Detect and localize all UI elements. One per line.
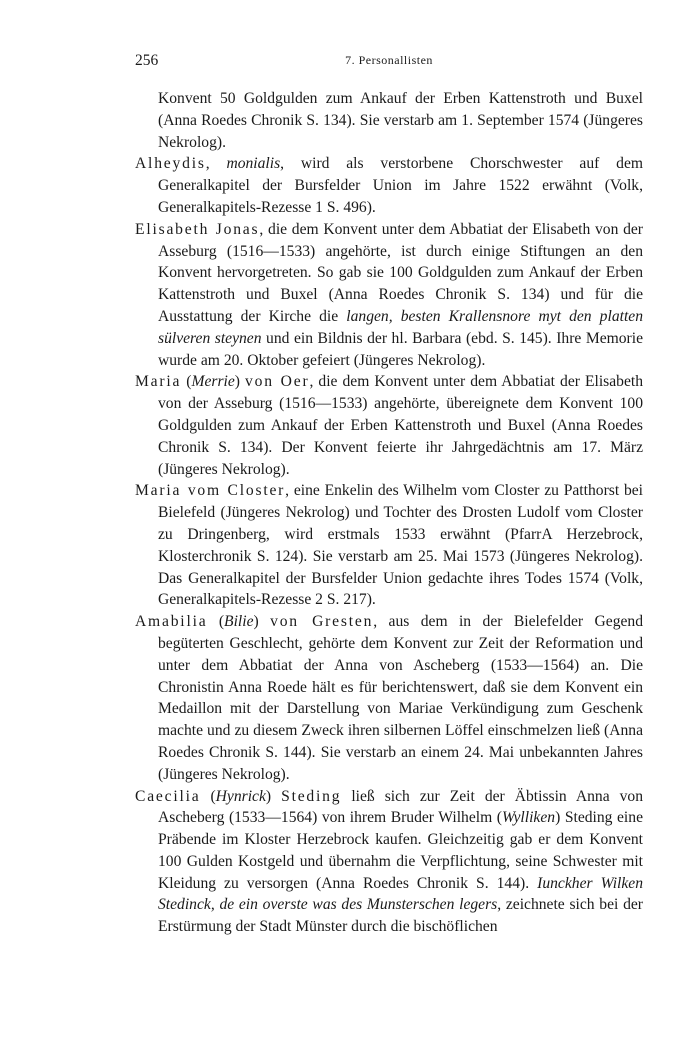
running-title: 7. Personallisten [345,53,433,67]
person-entry [135,219,643,372]
entry-text: , die dem Konvent unter dem Abbatiat der Elisabeth von der Asseburg (1516—1533) angehörte, ist durch einige Stiftungen an den Konvent hervorgetreten. So gab sie 100 Goldgulden zum Ankauf der Erben Kattenstroth und Buxel (Anna Roedes Chronik S. 134) und für die Ausstattung der Kirche die [158,220,644,325]
entry-list [135,88,643,938]
person-entry [135,153,643,218]
person-name: Steding [281,787,342,805]
entry-text: , zeichnete sich bei der Erstürmung der Stadt Münster durch die bischöflichen [158,896,643,936]
page-header [135,52,643,76]
entry-text: ( [200,787,216,805]
entry-text: ( [181,373,192,391]
entry-text: ließ sich zur Zeit der Äbtissin Anna von Ascheberg (1533—1564) von ihrem Bruder Wilhelm ( [158,787,643,827]
person-name: Amabilia [135,613,208,631]
person-name: Maria vom Closter [135,482,286,500]
entry-text: ) Steding eine Präbende im Kloster Herzebrock kaufen. Gleichzeitig gab er dem Konvent 100 Gulden Kostgeld und übernahm die Verpflichtung, seine Schwester mit Kleidung zu versorgen (Anna Roedes Chronik S. 144). [158,809,643,892]
person-name: von Oer [245,373,310,391]
person-name: Caecilia [135,787,201,805]
person-name: Elisabeth Jonas [135,220,260,238]
person-entry [135,786,643,939]
entry-text: , [205,155,227,173]
entry-continuation [135,88,643,153]
italic-quote: Hynrick [215,787,266,805]
entry-text: , aus dem in der Bielefelder Gegend begüterten Geschlecht, gehörte dem Konvent zur Zeit der Reformation und unter dem Abbatiat der Anna von Ascheberg (1533—1564) an. Die Chronistin Anna Roede hält es für berichtenswert, daß sie dem Konvent ein Medaillon mit der Darstellung von Mariae Verkündigung zum Geschenk machte und zu diesem Zweck ihren silbernen Löffel einschmelzen ließ (Anna Roedes Chronik S. 144). Sie verstarb an einem 24. Mai unbekannten Jahres (Jüngeres Nekrolog). [158,613,644,783]
entry-text: Konvent 50 Goldgulden zum Ankauf der Erben Kattenstroth und Buxel (Anna Roedes Chronik S. 134). Sie verstarb am 1. September 1574 (Jüngeres Nekrolog). [158,90,643,151]
person-entry [135,480,643,611]
person-name: Maria [135,373,182,391]
person-entry [135,371,643,480]
italic-quote: Merrie [191,373,235,391]
page-number: 256 [135,52,159,69]
entry-text: ) [253,613,271,631]
entry-text: ( [207,613,225,631]
person-name: Alheydis [135,155,206,173]
entry-text: , die dem Konvent unter dem Abbatiat der Elisabeth von der Asseburg (1516—1533) angehörte, übereignete dem Konvent 100 Goldgulden zum Ankauf der Erben Kattenstroth und Buxel (Anna Roedes Chronik S. 134). Der Konvent feierte ihr Jahrgedächtnis am 17. März (Jüngeres Nekrolog). [158,373,644,478]
entry-text: , wird als verstorbene Chorschwester auf dem Generalkapitel der Bursfelder Union im Jahre 1522 erwähnt (Volk, Generalkapitels-Rezesse 1 S. 496). [158,155,643,216]
italic-quote: Bilie [224,613,254,631]
italic-quote: Iunckher Wilken Stedinck, de ein overste was des Munsterschen legers [158,874,644,914]
entry-text: und ein Bildnis der hl. Barbara (ebd. S. 145). Ihre Memorie wurde am 20. Oktober gefeiert (Jüngeres Nekrolog). [158,329,643,369]
document-page [135,52,643,938]
person-name: von Gresten [270,613,374,631]
italic-quote: Wylliken [501,809,556,827]
italic-quote: langen, besten Krallensnore myt den platten sülveren steynen [158,307,643,347]
italic-quote: monialis [226,155,281,173]
entry-text: ) [265,787,282,805]
person-entry [135,611,643,785]
entry-text: , eine Enkelin des Wilhelm vom Closter zu Patthorst bei Bielefeld (Jüngeres Nekrolog) und Tochter des Drosten Ludolf vom Closter zu Dringenberg, wird erstmals 1533 erwähnt (PfarrA Herzebrock, Klosterchronik S. 124). Sie verstarb am 25. Mai 1573 (Jüngeres Nekrolog). Das Generalkapitel der Bursfelder Union gedachte ihres Todes 1574 (Volk, Generalkapitels-Rezesse 2 S. 217). [158,482,643,609]
entry-text: ) [234,373,246,391]
